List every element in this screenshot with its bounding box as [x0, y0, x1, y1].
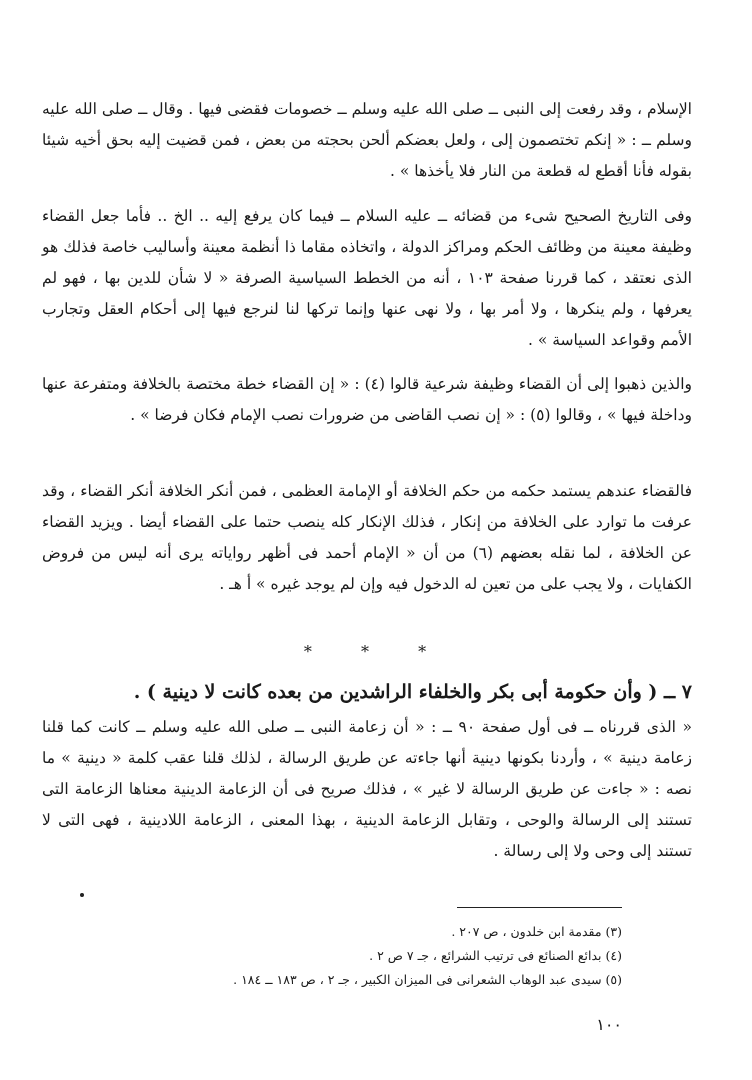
- footnote-3: (٣) مقدمة ابن خلدون ، ص ٢٠٧ .: [451, 924, 622, 939]
- paragraph-4: فالقضاء عندهم يستمد حكمه من حكم الخلافة أو الإمامة العظمى ، فمن أنكر الخلافة أنكر القضاء ، وقد عرفت ما توارد على الخلافة من إنكار ، فذلك الإنكار كله ينصب حتما على القضاء أيضا . ويزيد القضاء عن الخلافة ، لما نقله بعضهم (٦) من أن « الإمام أحمد فى أظهر رواياته يرى أنه ليس من فروض الكفايات ، ولا يجب على من تعين له الدخول فيه وإن لم يوجد غيره » أ هـ .: [42, 482, 693, 593]
- section-heading: ٧ ــ ( وأن حكومة أبى بكر والخلفاء الراشدين من بعده كانت لا دينية ) .: [133, 681, 692, 703]
- footnote-rule: [457, 907, 622, 908]
- footnote-5: (٥) سيدى عبد الوهاب الشعرانى فى الميزان الكبير ، جـ ٢ ، ص ١٨٣ ــ ١٨٤ .: [233, 972, 622, 987]
- section-separator: * * *: [303, 642, 449, 661]
- page-number: ١٠٠: [596, 1015, 622, 1034]
- footnotes: [122, 920, 622, 992]
- footnote-4: (٤) بدائع الصنائع فى ترتيب الشرائع ، جـ ٧ ص ٢ .: [369, 948, 622, 963]
- paragraph-1: الإسلام ، وقد رفعت إلى النبى ــ صلى الله عليه وسلم ــ خصومات فقضى فيها . وقال ــ صلى الله عليه وسلم ــ : « إنكم تختصمون إلى ، ولعل بعضكم ألحن بحجته من بعض ، فمن قضيت إليه بحق أخيه شيئا بقوله فأنا أقطع له قطعة من النار فلا يأخذها » .: [42, 100, 692, 180]
- paragraph-2: وفى التاريخ الصحيح شىء من قضائه ــ عليه السلام ــ فيما كان يرفع إليه .. الخ .. فأما جعل القضاء وظيفة معينة من وظائف الحكم ومراكز الدولة ، واتخاذه مقاما ذا أنظمة معينة وأساليب خاصة فذلك هو الذى نعتقد ، كما قررنا صفحة ١٠٣ ، أنه من الخطط السياسية الصرفة « لا شأن للدين بها ، فهو لم يعرفها ، ولم ينكرها ، ولا أمر بها ، ولا نهى عنها وإنما تركها لنا لنرجع فيها إلى أحكام العقل وتجارب الأمم وقواعد السياسة » .: [42, 207, 692, 349]
- stray-dot: [80, 893, 84, 897]
- paragraph-3: والذين ذهبوا إلى أن القضاء وظيفة شرعية قالوا (٤) : « إن القضاء خطة مختصة بالخلافة ومتفرعة عنها وداخلة فيها » ، وقالوا (٥) : « إن نصب القاضى من ضرورات نصب الإمام فكان فرضا » .: [42, 375, 692, 424]
- paragraph-5: « الذى قررناه ــ فى أول صفحة ٩٠ ــ : « أن زعامة النبى ــ صلى الله عليه وسلم ــ كانت كما قلنا زعامة دينية » ، وأردنا بكونها دينية أنها جاءته عن طريق الرسالة ، لذلك قلنا عقب كلمة « دينية » ما نصه : « جاءت عن طريق الرسالة لا غير » ، فذلك صريح فى أن الزعامة الدينية معناها الزعامة التى تستند إلى الرسالة والوحى ، وتقابل الزعامة الدينية ، بهذا المعنى ، الزعامة اللادينية ، فهى التى لا تستند إلى وحى ولا إلى رسالة .: [42, 718, 692, 860]
